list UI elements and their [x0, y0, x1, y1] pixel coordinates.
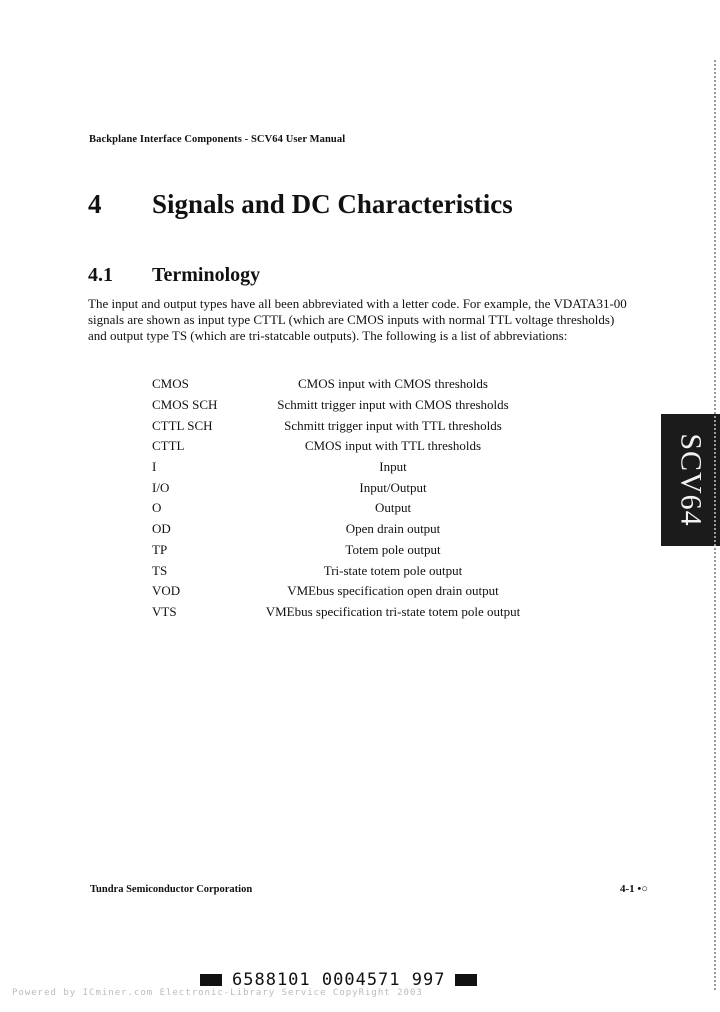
- circle-mark-icon: •○: [637, 883, 648, 895]
- abbr-description: VMEbus specification tri-state totem pole output: [265, 603, 521, 619]
- abbr-code: CMOS: [152, 376, 189, 392]
- abbr-code: CTTL SCH: [152, 417, 213, 433]
- abbr-code: I/O: [152, 479, 170, 495]
- barcode-block-icon: [455, 974, 477, 986]
- abbr-description: Open drain output: [345, 521, 441, 537]
- watermark-text: Powered by ICminer.com Electronic-Library Service CopyRight 2003: [12, 988, 423, 998]
- abbr-description: Output: [374, 500, 412, 516]
- abbr-code: TP: [152, 541, 168, 557]
- abbr-description: Schmitt trigger input with TTL thresholds: [284, 417, 502, 433]
- side-tab-label: SCV64: [674, 433, 708, 527]
- abbr-description: Input: [379, 459, 407, 475]
- scan-barcode-line: [200, 970, 477, 990]
- chapter-title: [88, 186, 513, 222]
- abbr-code: TS: [152, 562, 168, 578]
- abbreviation-table: [152, 374, 538, 622]
- section-number: 4.1: [88, 264, 113, 286]
- table-row: [152, 498, 538, 519]
- table-row: [152, 581, 538, 602]
- abbr-code: I: [152, 459, 157, 475]
- abbr-description: Input/Output: [359, 479, 427, 495]
- table-row: [152, 602, 538, 623]
- abbr-description: Schmitt trigger input with CMOS thresholds: [277, 397, 509, 413]
- abbr-description: Tri-state totem pole output: [323, 562, 463, 578]
- table-row: [152, 477, 538, 498]
- abbr-description: VMEbus specification open drain output: [287, 583, 499, 599]
- table-row: [152, 415, 538, 436]
- page-number: 4-1: [620, 883, 635, 895]
- abbr-code: O: [152, 500, 162, 516]
- scan-edge-mark: [714, 60, 718, 990]
- footer-company: Tundra Semiconductor Corporation: [90, 884, 253, 895]
- barcode-number: 6588101 0004571 997: [232, 970, 446, 990]
- abbr-code: VOD: [152, 583, 181, 599]
- table-row: [152, 560, 538, 581]
- chapter-side-tab: [661, 414, 720, 546]
- section-title: [88, 262, 260, 288]
- abbr-description: CMOS input with TTL thresholds: [304, 438, 482, 454]
- table-row: [152, 395, 538, 416]
- table-row: [152, 457, 538, 478]
- abbr-code: OD: [152, 521, 171, 537]
- intro-paragraph: The input and output types have all been abbreviated with a letter code. For example, the VDATA31-00 signals are shown as input type CTTL (which are CMOS inputs with normal TTL voltage thresholds) and output type TS (which are tri-statcable outputs). The following is a list of abbreviations:: [88, 296, 627, 343]
- table-row: [152, 519, 538, 540]
- section-title-text: Terminology: [152, 264, 261, 286]
- table-row: [152, 436, 538, 457]
- abbr-code: CMOS SCH: [152, 397, 218, 413]
- chapter-number: 4: [88, 189, 102, 219]
- table-row: [152, 374, 538, 395]
- abbr-code: VTS: [152, 603, 177, 619]
- abbr-description: Totem pole output: [345, 541, 441, 557]
- abbr-description: CMOS input with CMOS thresholds: [298, 376, 488, 392]
- table-row: [152, 540, 538, 561]
- abbr-code: CTTL: [152, 438, 185, 454]
- barcode-block-icon: [200, 974, 222, 986]
- footer-page-number: [620, 883, 648, 895]
- chapter-title-text: Signals and DC Characteristics: [152, 189, 513, 219]
- running-header: Backplane Interface Components - SCV64 User Manual: [89, 134, 346, 145]
